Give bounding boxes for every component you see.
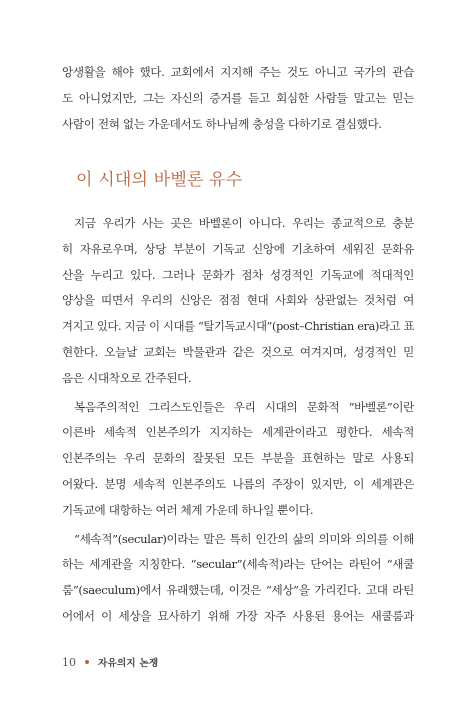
page-number: 10 bbox=[62, 655, 76, 669]
text-line: 양상을 띠면서 우리의 신앙은 점점 현대 사회와 상관없는 것처럼 여 bbox=[62, 293, 414, 308]
text-line: 겨지고 있다. 지금 이 시대를 “탈기독교시대”(post–Christian era)라고 표 bbox=[62, 320, 414, 334]
text-line: 어에서 이 세상을 묘사하기 위해 가장 자주 사용된 용어는 새쿨룸과 bbox=[62, 608, 414, 623]
text-line: 앙생활을 해야 했다. 교회에서 지지해 주는 것도 아니고 국가의 관습 bbox=[62, 65, 414, 79]
text-line: 복음주의적인 그리스도인들은 우리 시대의 문화적 “바벨론”이란 bbox=[74, 399, 414, 414]
text-line: 인본주의는 우리 문화의 잘못된 모든 부분을 표현하는 말로 사용되 bbox=[62, 451, 414, 466]
text-line: 사람이 전혀 없는 가운데서도 하나님께 충성을 다하기로 결심했다. bbox=[62, 116, 382, 131]
text-line: 현한다. 오늘날 교회는 박물관과 같은 것으로 여겨지며, 성경적인 믿 bbox=[62, 344, 414, 359]
section-heading: 이 시대의 바벨론 유수 bbox=[76, 170, 243, 190]
text-line: 어왔다. 분명 세속적 인본주의도 나름의 주장이 있지만, 이 세계관은 bbox=[62, 476, 414, 491]
text-line: 도 아니었지만, 그는 자신의 증거를 듣고 회심한 사람들 말고는 믿는 bbox=[62, 90, 414, 105]
text-line: 기독교에 대항하는 여러 체계 가운데 하나일 뿐이다. bbox=[62, 502, 314, 517]
text-line: 산을 누리고 있다. 그러나 문화가 점차 성경적인 기독교에 적대적인 bbox=[62, 267, 414, 282]
text-line: 히 자유로우며, 상당 부분이 기독교 신앙에 기초하여 세워진 문화유 bbox=[62, 241, 414, 256]
page-footer bbox=[62, 655, 158, 669]
text-line: 룸”(saeculum)에서 유래했는데, 이것은 “세상”을 가리킨다. 고대 라틴 bbox=[62, 583, 414, 598]
text-line: 이른바 세속적 인본주의가 지지하는 세계관이라고 평한다. 세속적 bbox=[62, 425, 414, 440]
text-line: 지금 우리가 사는 곳은 바벨론이 아니다. 우리는 종교적으로 충분 bbox=[74, 216, 414, 230]
paragraph bbox=[62, 395, 414, 524]
paragraph bbox=[62, 527, 414, 630]
footer-separator-dot bbox=[85, 660, 89, 664]
text-line: 하는 세계관을 지칭한다. “secular”(세속적)라는 단어는 라틴어 “새쿨 bbox=[62, 557, 414, 572]
paragraph bbox=[62, 211, 414, 392]
text-line: 음은 시대착오로 간주된다. bbox=[62, 370, 192, 385]
intro-paragraph bbox=[62, 60, 414, 137]
book-title: 자유의지 논쟁 bbox=[98, 658, 159, 669]
text-line: “세속적”(secular)이라는 말은 특히 인간의 삶의 의미와 의의를 이해 bbox=[74, 531, 414, 546]
body-text bbox=[62, 211, 414, 630]
